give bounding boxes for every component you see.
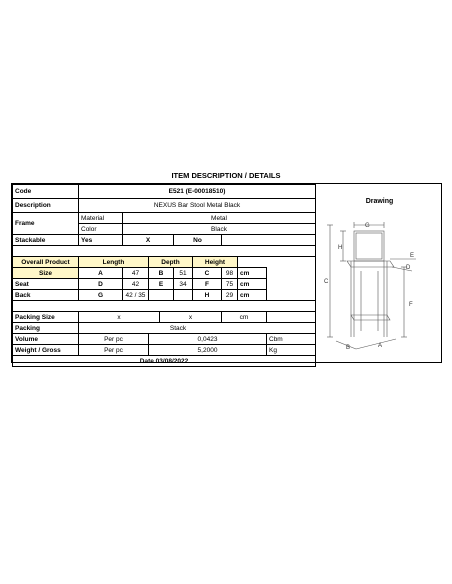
dim-label-e: E: [410, 253, 415, 259]
weight-row: [13, 345, 316, 356]
back-value-h: 29: [222, 290, 238, 301]
dim-label-a: A: [378, 343, 383, 349]
code-label: Code: [13, 185, 79, 199]
frame-label: Frame: [13, 213, 79, 235]
stackable-no: No: [174, 235, 222, 246]
packing-size-x2: x: [160, 312, 222, 323]
dim-label-f: F: [409, 302, 413, 308]
details-table: [12, 184, 316, 367]
stackable-yes: Yes: [79, 235, 123, 246]
length-header: Length: [79, 257, 149, 268]
drawing-title: Drawing: [365, 198, 394, 205]
dim-label-c: C: [324, 279, 329, 285]
size-unit: cm: [238, 268, 267, 279]
size-key-c: C: [193, 268, 222, 279]
back-value-blank: [174, 290, 193, 301]
size-value-b: 51: [174, 268, 193, 279]
seat-value-f: 75: [222, 279, 238, 290]
description-row: [13, 199, 316, 213]
dim-label-g: G: [365, 223, 370, 229]
back-unit: cm: [238, 290, 267, 301]
seat-unit: cm: [238, 279, 267, 290]
size-value-c: 98: [222, 268, 238, 279]
back-label: Back: [13, 290, 79, 301]
page-title: ITEM DESCRIPTION / DETAILS: [171, 171, 281, 180]
size-row-overall: [13, 268, 316, 279]
frame-material-row: [13, 213, 316, 224]
volume-unit: Cbm: [267, 334, 316, 345]
back-value-g: 42 / 35: [123, 290, 149, 301]
code-value: E521 (E-00018510): [79, 185, 316, 199]
volume-per: Per pc: [79, 334, 149, 345]
seat-key-e: E: [149, 279, 174, 290]
packing-value: Stack: [79, 323, 316, 334]
seat-key-f: F: [193, 279, 222, 290]
packing-size-unit: cm: [222, 312, 267, 323]
dim-label-h: H: [338, 245, 343, 251]
volume-label: Volume: [13, 334, 79, 345]
weight-label: Weight / Gross: [13, 345, 79, 356]
stackable-row: [13, 235, 316, 246]
stool-drawing: [316, 219, 443, 359]
packing-size-x1: x: [79, 312, 160, 323]
volume-value: 0,0423: [149, 334, 267, 345]
seat-value-e: 34: [174, 279, 193, 290]
size-row-seat: [13, 279, 316, 290]
description-label: Description: [13, 199, 79, 213]
size-key-a: A: [79, 268, 123, 279]
material-label: Material: [79, 213, 123, 224]
weight-per: Per pc: [79, 345, 149, 356]
overall-product-label: Overall Product: [13, 257, 79, 268]
back-key-h: H: [193, 290, 222, 301]
seat-label: Seat: [13, 279, 79, 290]
back-key-g: G: [79, 290, 123, 301]
weight-value: 5,2000: [149, 345, 267, 356]
date-text: Date 03/08/2022: [13, 356, 316, 367]
size-value-a: 47: [123, 268, 149, 279]
drawing-panel: [315, 184, 443, 362]
color-value: Black: [123, 224, 316, 235]
item-sheet: [11, 183, 442, 363]
description-value: NEXUS Bar Stool Metal Black: [79, 199, 316, 213]
volume-row: [13, 334, 316, 345]
seat-key-d: D: [79, 279, 123, 290]
date-row: [13, 356, 316, 367]
dim-label-b: B: [346, 345, 351, 351]
stackable-label: Stackable: [13, 235, 79, 246]
height-header: Height: [193, 257, 238, 268]
size-row-back: [13, 290, 316, 301]
seat-value-d: 42: [123, 279, 149, 290]
packing-size-row: [13, 312, 316, 323]
size-header-row: [13, 257, 316, 268]
weight-unit: Kg: [267, 345, 316, 356]
packing-row: [13, 323, 316, 334]
stackable-mark: X: [123, 235, 174, 246]
material-value: Metal: [123, 213, 316, 224]
size-label: Size: [13, 268, 79, 279]
back-key-blank: [149, 290, 174, 301]
stackable-blank: [222, 235, 316, 246]
code-row: [13, 185, 316, 199]
packing-label: Packing: [13, 323, 79, 334]
dim-label-d: D: [406, 265, 411, 271]
depth-header: Depth: [149, 257, 193, 268]
size-key-b: B: [149, 268, 174, 279]
packing-size-label: Packing Size: [13, 312, 79, 323]
color-label: Color: [79, 224, 123, 235]
